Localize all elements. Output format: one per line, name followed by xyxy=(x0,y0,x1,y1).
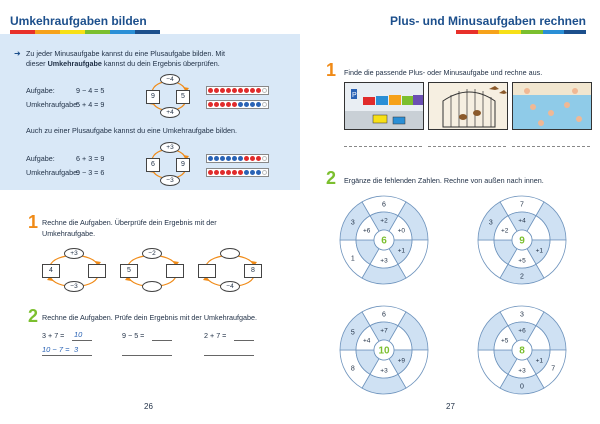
wheel-inner-operator: +6 xyxy=(518,327,526,335)
task1-cycle2-right[interactable] xyxy=(166,264,184,278)
wheel-outer-value: 6 xyxy=(382,201,386,209)
task2-c2-answer-line[interactable] xyxy=(152,340,172,341)
ex2-label-b: Umkehraufgabe: xyxy=(26,168,80,177)
task2-text: Rechne die Aufgaben. Prüfe dein Ergebnis mit der Umkehraufgabe. xyxy=(42,313,257,322)
task2-c1-check-answer: 3 xyxy=(74,345,79,354)
wheel-outer-value: 2 xyxy=(520,273,524,281)
right-task1-text: Finde die passende Plus- oder Minusaufgabe und rechne aus. xyxy=(344,68,543,77)
swimming-pool-illustration xyxy=(512,82,592,130)
wheel-inner-operator: +5 xyxy=(500,337,509,345)
ex2-top-op: +3 xyxy=(160,142,180,153)
wheel-center-value: 9 xyxy=(519,235,525,247)
wheel-inner-operator: +2 xyxy=(380,217,388,225)
ex1-beads-b xyxy=(206,100,269,109)
wheel-outer-value: 7 xyxy=(520,201,524,209)
wheel-outer-value: 1 xyxy=(350,255,355,263)
page-number-right: 27 xyxy=(446,402,455,411)
wheel-center-value: 6 xyxy=(381,235,387,247)
task2-c1-check-eq: 10 − 7 = xyxy=(42,345,70,354)
answer-line-2[interactable] xyxy=(428,146,506,147)
wheel-inner-operator: +2 xyxy=(500,227,509,235)
wheel-center-value: 10 xyxy=(378,345,390,357)
wheel-outer-value: 0 xyxy=(520,383,524,391)
title-stripe-right xyxy=(456,30,586,34)
task1-cycle1-left: 4 xyxy=(42,264,60,278)
right-page xyxy=(300,0,600,424)
wheel-inner-operator: +1 xyxy=(535,357,544,365)
task1-number-left: 1 xyxy=(28,212,39,232)
task2-number-right: 2 xyxy=(326,168,337,188)
ex2-label-a: Aufgabe: xyxy=(26,154,55,163)
answer-line-3[interactable] xyxy=(512,146,590,147)
wheel-inner-operator: +4 xyxy=(362,337,371,345)
wheel-inner-operator: +6 xyxy=(362,227,371,235)
task1-cycle1-right[interactable] xyxy=(88,264,106,278)
ex2-eq-b: 9 − 3 = 6 xyxy=(76,168,105,177)
task1-cycle2-left: 5 xyxy=(120,264,138,278)
wheel-inner-operator: +3 xyxy=(380,367,388,375)
task2-c1-answer-line[interactable] xyxy=(72,340,92,341)
number-wheel-2 xyxy=(478,196,566,284)
task1-cycle1-bottom: −3 xyxy=(64,281,84,292)
ex1-bottom-op: +4 xyxy=(160,107,180,118)
wheel-outer-value: 3 xyxy=(488,219,493,227)
wheel-outer-value: 8 xyxy=(350,365,355,373)
task1-cycle3-bottom: −4 xyxy=(220,281,240,292)
wheel-outer-value: 3 xyxy=(520,311,524,319)
task1-cycle3-left[interactable] xyxy=(198,264,216,278)
task1-cycle2-top: −2 xyxy=(142,248,162,259)
right-task2-text: Ergänze die fehlenden Zahlen. Rechne von außen nach innen. xyxy=(344,176,544,185)
wheel-center-value: 8 xyxy=(519,345,525,357)
ex1-label-b: Umkehraufgabe: xyxy=(26,100,80,109)
task2-c1-answer: 10 xyxy=(74,330,83,339)
ex1-left-value: 9 xyxy=(146,90,160,104)
wheel-inner-operator: +4 xyxy=(518,217,526,225)
task2-c3-check-line[interactable] xyxy=(204,355,254,356)
task2-c3-eq: 2 + 7 = xyxy=(204,331,227,340)
wheel-inner-operator: +5 xyxy=(518,257,526,265)
number-wheel-4 xyxy=(478,306,566,394)
ex2-beads-a xyxy=(206,154,269,163)
task1-text-line1: Rechne die Aufgaben. Überprüfe dein Ergebnis mit der xyxy=(42,218,217,227)
wheel-inner-operator: +1 xyxy=(397,247,406,255)
number-wheel-3 xyxy=(340,306,428,394)
page-title-right: Plus- und Minusaufgaben rechnen xyxy=(389,14,586,28)
answer-line-1[interactable] xyxy=(344,146,422,147)
wheel-inner-operator: +7 xyxy=(380,327,388,335)
task2-c2-check-line[interactable] xyxy=(122,355,172,356)
ex2-right-value: 9 xyxy=(176,158,190,172)
ex1-top-op: −4 xyxy=(160,74,180,85)
intro-line-2: dieser Umkehraufgabe kannst du dein Ergebnis überprüfen. xyxy=(26,59,220,68)
svg-text:P: P xyxy=(352,92,357,99)
wheel-inner-operator: +3 xyxy=(518,367,526,375)
ex2-bottom-op: −3 xyxy=(160,175,180,186)
task1-cycle3-top[interactable] xyxy=(220,248,240,259)
ex1-beads-a xyxy=(206,86,269,95)
wheel-inner-operator: +1 xyxy=(535,247,544,255)
wheel-inner-operator: +3 xyxy=(380,257,388,265)
task1-number-right: 1 xyxy=(326,60,337,80)
ex2-left-value: 6 xyxy=(146,158,160,172)
ex1-eq-a: 9 − 4 = 5 xyxy=(76,86,105,95)
arrow-icon: ➜ xyxy=(14,49,21,58)
wheel-outer-value: 6 xyxy=(382,311,386,319)
wheel-outer-value: 3 xyxy=(350,219,355,227)
page-title-left: Umkehraufgaben bilden xyxy=(10,14,147,28)
parking-lot-illustration xyxy=(344,82,424,130)
task2-c1-eq: 3 + 7 = xyxy=(42,331,65,340)
task2-number-left: 2 xyxy=(28,306,39,326)
task1-cycle1-top: +3 xyxy=(64,248,84,259)
wheel-outer-value: 5 xyxy=(350,329,355,337)
task1-cycle2-bottom[interactable] xyxy=(142,281,162,292)
number-wheels xyxy=(300,186,600,410)
task1-cycle3-right: 8 xyxy=(244,264,262,278)
ex1-label-a: Aufgabe: xyxy=(26,86,55,95)
info-box xyxy=(0,34,300,190)
task2-c3-answer-line[interactable] xyxy=(234,340,254,341)
page-number-left: 26 xyxy=(144,402,153,411)
ex1-eq-b: 5 + 4 = 9 xyxy=(76,100,105,109)
bird-cage-illustration xyxy=(428,82,508,130)
wheel-outer-value: 7 xyxy=(551,365,556,373)
intro-line-1: Zu jeder Minusaufgabe kannst du eine Plusaufgabe bilden. Mit xyxy=(26,49,225,58)
wheel-inner-operator: +9 xyxy=(397,357,406,365)
ex2-beads-b xyxy=(206,168,269,177)
mid-text: Auch zu einer Plusaufgabe kannst du eine Umkehraufgabe bilden. xyxy=(26,126,237,135)
wheel-inner-operator: +0 xyxy=(397,227,406,235)
number-wheel-1 xyxy=(340,196,428,284)
task1-text-line2: Umkehraufgabe. xyxy=(42,229,96,238)
ex1-right-value: 5 xyxy=(176,90,190,104)
task2-c2-eq: 9 − 5 = xyxy=(122,331,145,340)
ex2-eq-a: 6 + 3 = 9 xyxy=(76,154,105,163)
task2-c1-check-line[interactable] xyxy=(42,355,92,356)
